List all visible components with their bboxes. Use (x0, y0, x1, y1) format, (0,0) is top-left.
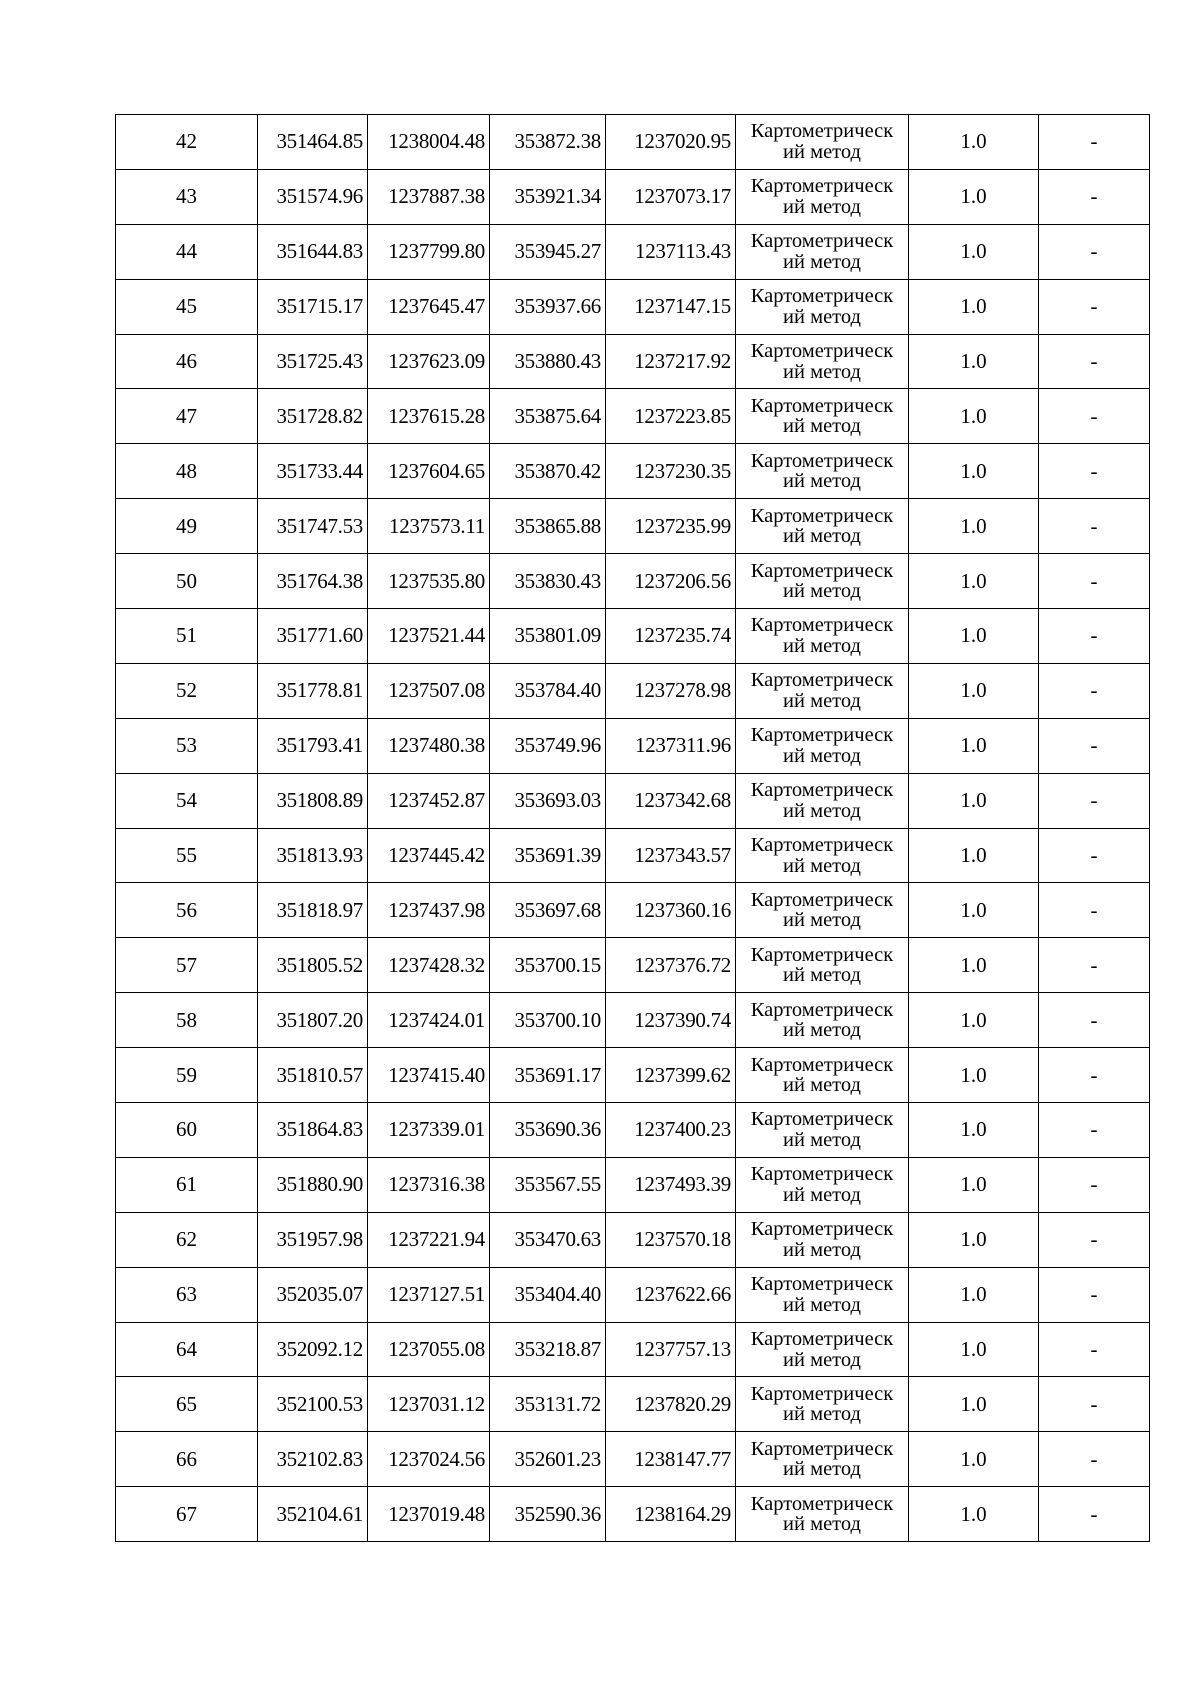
method-cell (736, 169, 909, 224)
method-cell (736, 718, 909, 773)
method-cell (736, 883, 909, 938)
point-number-cell: 56 (116, 883, 258, 938)
note-cell: - (1039, 334, 1150, 389)
x2-cell: 353937.66 (490, 279, 606, 334)
method-text-line: ий метод (783, 1019, 861, 1042)
table-row (116, 499, 1150, 554)
y1-cell: 1237428.32 (368, 938, 490, 993)
x1-cell: 351644.83 (258, 224, 368, 279)
y1-cell: 1237221.94 (368, 1212, 490, 1267)
accuracy-cell: 1.0 (909, 1103, 1039, 1158)
point-number-cell: 44 (116, 224, 258, 279)
y2-cell: 1237230.35 (606, 444, 736, 499)
method-cell (736, 389, 909, 444)
method-text-line: Картометрическ (750, 1437, 894, 1460)
accuracy-cell: 1.0 (909, 1212, 1039, 1267)
x1-cell: 351813.93 (258, 828, 368, 883)
y1-cell: 1237521.44 (368, 609, 490, 664)
method-text-line: ий метод (783, 580, 861, 603)
method-text-line: ий метод (783, 964, 861, 987)
method-cell (736, 334, 909, 389)
accuracy-cell: 1.0 (909, 1487, 1039, 1542)
y2-cell: 1237235.99 (606, 499, 736, 554)
point-number-cell: 66 (116, 1432, 258, 1487)
table-row (116, 993, 1150, 1048)
method-text-line: Картометрическ (750, 614, 894, 637)
method-text-line: Картометрическ (750, 888, 894, 911)
point-number-cell: 58 (116, 993, 258, 1048)
y1-cell: 1237480.38 (368, 718, 490, 773)
note-cell: - (1039, 389, 1150, 444)
accuracy-cell: 1.0 (909, 224, 1039, 279)
x2-cell: 353700.15 (490, 938, 606, 993)
y1-cell: 1237887.38 (368, 169, 490, 224)
point-number-cell: 60 (116, 1103, 258, 1158)
note-cell: - (1039, 279, 1150, 334)
method-text-line: Картометрическ (750, 669, 894, 692)
point-number-cell: 52 (116, 663, 258, 718)
table-row (116, 1212, 1150, 1267)
method-text-line: ий метод (783, 305, 861, 328)
x1-cell: 351957.98 (258, 1212, 368, 1267)
note-cell: - (1039, 1157, 1150, 1212)
y1-cell: 1237445.42 (368, 828, 490, 883)
point-number-cell: 61 (116, 1157, 258, 1212)
method-text-line: Картометрическ (750, 120, 894, 143)
note-cell: - (1039, 444, 1150, 499)
table-row (116, 663, 1150, 718)
method-cell (736, 773, 909, 828)
y2-cell: 1237073.17 (606, 169, 736, 224)
method-text-line: ий метод (783, 470, 861, 493)
table-row (116, 389, 1150, 444)
y2-cell: 1237020.95 (606, 115, 736, 170)
table-row (116, 609, 1150, 664)
point-number-cell: 42 (116, 115, 258, 170)
x1-cell: 351764.38 (258, 554, 368, 609)
table-row (116, 773, 1150, 828)
x2-cell: 353131.72 (490, 1377, 606, 1432)
table-row (116, 828, 1150, 883)
note-cell: - (1039, 773, 1150, 828)
point-number-cell: 49 (116, 499, 258, 554)
y1-cell: 1237031.12 (368, 1377, 490, 1432)
x1-cell: 351807.20 (258, 993, 368, 1048)
method-text-line: Картометрическ (750, 230, 894, 253)
method-cell (736, 499, 909, 554)
x1-cell: 351715.17 (258, 279, 368, 334)
accuracy-cell: 1.0 (909, 389, 1039, 444)
table-row (116, 1487, 1150, 1542)
method-text-line: Картометрическ (750, 285, 894, 308)
note-cell: - (1039, 1212, 1150, 1267)
method-text-line: ий метод (783, 689, 861, 712)
note-cell: - (1039, 1322, 1150, 1377)
y2-cell: 1237390.74 (606, 993, 736, 1048)
x2-cell: 353784.40 (490, 663, 606, 718)
point-number-cell: 62 (116, 1212, 258, 1267)
point-number-cell: 65 (116, 1377, 258, 1432)
method-cell (736, 1048, 909, 1103)
method-text-line: ий метод (783, 1238, 861, 1261)
y1-cell: 1237452.87 (368, 773, 490, 828)
note-cell: - (1039, 1267, 1150, 1322)
point-number-cell: 46 (116, 334, 258, 389)
method-cell (736, 609, 909, 664)
x2-cell: 353945.27 (490, 224, 606, 279)
method-text-line: ий метод (783, 1293, 861, 1316)
accuracy-cell: 1.0 (909, 1432, 1039, 1487)
method-text-line: Картометрическ (750, 1328, 894, 1351)
x2-cell: 353700.10 (490, 993, 606, 1048)
accuracy-cell: 1.0 (909, 718, 1039, 773)
method-text-line: ий метод (783, 360, 861, 383)
y2-cell: 1237757.13 (606, 1322, 736, 1377)
method-text-line: Картометрическ (750, 394, 894, 417)
method-cell (736, 1487, 909, 1542)
method-cell (736, 1267, 909, 1322)
note-cell: - (1039, 609, 1150, 664)
method-cell (736, 1322, 909, 1377)
coordinates-table (115, 114, 1150, 1542)
point-number-cell: 54 (116, 773, 258, 828)
x1-cell: 352104.61 (258, 1487, 368, 1542)
accuracy-cell: 1.0 (909, 663, 1039, 718)
note-cell: - (1039, 224, 1150, 279)
y2-cell: 1237217.92 (606, 334, 736, 389)
method-cell (736, 1157, 909, 1212)
method-cell (736, 828, 909, 883)
method-text-line: ий метод (783, 1513, 861, 1536)
accuracy-cell: 1.0 (909, 1157, 1039, 1212)
y2-cell: 1237376.72 (606, 938, 736, 993)
y1-cell: 1237339.01 (368, 1103, 490, 1158)
accuracy-cell: 1.0 (909, 334, 1039, 389)
point-number-cell: 50 (116, 554, 258, 609)
method-text-line: Картометрическ (750, 340, 894, 362)
y1-cell: 1237316.38 (368, 1157, 490, 1212)
method-text-line: Картометрическ (750, 724, 894, 747)
x2-cell: 353404.40 (490, 1267, 606, 1322)
x1-cell: 351793.41 (258, 718, 368, 773)
accuracy-cell: 1.0 (909, 169, 1039, 224)
table-row (116, 279, 1150, 334)
method-text-line: ий метод (783, 1128, 861, 1151)
y2-cell: 1237360.16 (606, 883, 736, 938)
x1-cell: 351778.81 (258, 663, 368, 718)
accuracy-cell: 1.0 (909, 828, 1039, 883)
x1-cell: 351733.44 (258, 444, 368, 499)
method-text-line: Картометрическ (750, 1163, 894, 1186)
note-cell: - (1039, 554, 1150, 609)
note-cell: - (1039, 663, 1150, 718)
accuracy-cell: 1.0 (909, 883, 1039, 938)
y2-cell: 1237311.96 (606, 718, 736, 773)
table-row (116, 938, 1150, 993)
method-text-line: ий метод (783, 634, 861, 657)
x2-cell: 353880.43 (490, 334, 606, 389)
method-text-line: ий метод (783, 799, 861, 822)
method-text-line: Картометрическ (750, 559, 894, 582)
note-cell: - (1039, 828, 1150, 883)
y1-cell: 1237437.98 (368, 883, 490, 938)
x1-cell: 351864.83 (258, 1103, 368, 1158)
x2-cell: 352601.23 (490, 1432, 606, 1487)
x1-cell: 351805.52 (258, 938, 368, 993)
accuracy-cell: 1.0 (909, 1048, 1039, 1103)
table-body (116, 115, 1150, 1542)
method-text-line: ий метод (783, 140, 861, 163)
y2-cell: 1237622.66 (606, 1267, 736, 1322)
method-text-line: ий метод (783, 250, 861, 273)
point-number-cell: 48 (116, 444, 258, 499)
note-cell: - (1039, 718, 1150, 773)
method-cell (736, 444, 909, 499)
method-text-line: Картометрическ (750, 1108, 894, 1131)
y1-cell: 1237415.40 (368, 1048, 490, 1103)
method-cell (736, 115, 909, 170)
method-text-line: Картометрическ (750, 943, 894, 966)
x2-cell: 353693.03 (490, 773, 606, 828)
y2-cell: 1237570.18 (606, 1212, 736, 1267)
x1-cell: 351728.82 (258, 389, 368, 444)
x1-cell: 352092.12 (258, 1322, 368, 1377)
table-row (116, 115, 1150, 170)
y2-cell: 1237820.29 (606, 1377, 736, 1432)
x2-cell: 353691.17 (490, 1048, 606, 1103)
method-text-line: Картометрическ (750, 1492, 894, 1515)
method-cell (736, 1212, 909, 1267)
y1-cell: 1237019.48 (368, 1487, 490, 1542)
point-number-cell: 55 (116, 828, 258, 883)
method-text-line: ий метод (783, 415, 861, 438)
y1-cell: 1237507.08 (368, 663, 490, 718)
point-number-cell: 47 (116, 389, 258, 444)
method-cell (736, 554, 909, 609)
note-cell: - (1039, 1432, 1150, 1487)
y1-cell: 1237645.47 (368, 279, 490, 334)
method-cell (736, 993, 909, 1048)
method-text-line: Картометрическ (750, 998, 894, 1021)
x2-cell: 353872.38 (490, 115, 606, 170)
method-cell (736, 1432, 909, 1487)
x2-cell: 353921.34 (490, 169, 606, 224)
y2-cell: 1237235.74 (606, 609, 736, 664)
y2-cell: 1238147.77 (606, 1432, 736, 1487)
accuracy-cell: 1.0 (909, 938, 1039, 993)
method-text-line: Картометрическ (750, 834, 894, 857)
note-cell: - (1039, 1103, 1150, 1158)
accuracy-cell: 1.0 (909, 1267, 1039, 1322)
y2-cell: 1237399.62 (606, 1048, 736, 1103)
point-number-cell: 51 (116, 609, 258, 664)
x2-cell: 352590.36 (490, 1487, 606, 1542)
note-cell: - (1039, 1487, 1150, 1542)
accuracy-cell: 1.0 (909, 444, 1039, 499)
y1-cell: 1237424.01 (368, 993, 490, 1048)
note-cell: - (1039, 169, 1150, 224)
method-text-line: Картометрическ (750, 449, 894, 472)
x2-cell: 353697.68 (490, 883, 606, 938)
accuracy-cell: 1.0 (909, 499, 1039, 554)
y2-cell: 1237113.43 (606, 224, 736, 279)
point-number-cell: 45 (116, 279, 258, 334)
method-text-line: ий метод (783, 854, 861, 877)
x1-cell: 352102.83 (258, 1432, 368, 1487)
table-row (116, 1103, 1150, 1158)
accuracy-cell: 1.0 (909, 773, 1039, 828)
table-row (116, 169, 1150, 224)
method-text-line: Картометрическ (750, 1273, 894, 1296)
y1-cell: 1237535.80 (368, 554, 490, 609)
x2-cell: 353218.87 (490, 1322, 606, 1377)
x1-cell: 351574.96 (258, 169, 368, 224)
point-number-cell: 59 (116, 1048, 258, 1103)
x1-cell: 351725.43 (258, 334, 368, 389)
x1-cell: 351771.60 (258, 609, 368, 664)
y2-cell: 1238164.29 (606, 1487, 736, 1542)
accuracy-cell: 1.0 (909, 1377, 1039, 1432)
note-cell: - (1039, 993, 1150, 1048)
table-row (116, 224, 1150, 279)
x2-cell: 353690.36 (490, 1103, 606, 1158)
method-cell (736, 1377, 909, 1432)
y2-cell: 1237493.39 (606, 1157, 736, 1212)
point-number-cell: 64 (116, 1322, 258, 1377)
x2-cell: 353749.96 (490, 718, 606, 773)
method-text-line: ий метод (783, 744, 861, 767)
table-row (116, 1322, 1150, 1377)
method-text-line: ий метод (783, 909, 861, 932)
method-text-line: Картометрическ (750, 1053, 894, 1076)
note-cell: - (1039, 883, 1150, 938)
point-number-cell: 53 (116, 718, 258, 773)
x2-cell: 353875.64 (490, 389, 606, 444)
y2-cell: 1237400.23 (606, 1103, 736, 1158)
table-row (116, 1048, 1150, 1103)
table-row (116, 883, 1150, 938)
method-cell (736, 663, 909, 718)
point-number-cell: 67 (116, 1487, 258, 1542)
y2-cell: 1237342.68 (606, 773, 736, 828)
y1-cell: 1238004.48 (368, 115, 490, 170)
point-number-cell: 57 (116, 938, 258, 993)
method-cell (736, 1103, 909, 1158)
y1-cell: 1237573.11 (368, 499, 490, 554)
x2-cell: 353567.55 (490, 1157, 606, 1212)
note-cell: - (1039, 499, 1150, 554)
x2-cell: 353870.42 (490, 444, 606, 499)
x2-cell: 353830.43 (490, 554, 606, 609)
x2-cell: 353691.39 (490, 828, 606, 883)
note-cell: - (1039, 1048, 1150, 1103)
note-cell: - (1039, 115, 1150, 170)
y1-cell: 1237055.08 (368, 1322, 490, 1377)
table-row (116, 554, 1150, 609)
method-text-line: Картометрическ (750, 175, 894, 198)
note-cell: - (1039, 1377, 1150, 1432)
y2-cell: 1237206.56 (606, 554, 736, 609)
y2-cell: 1237343.57 (606, 828, 736, 883)
method-cell (736, 938, 909, 993)
x1-cell: 352035.07 (258, 1267, 368, 1322)
y1-cell: 1237024.56 (368, 1432, 490, 1487)
method-text-line: ий метод (783, 525, 861, 548)
table-row (116, 1432, 1150, 1487)
method-text-line: ий метод (783, 1403, 861, 1426)
table-row (116, 334, 1150, 389)
y1-cell: 1237127.51 (368, 1267, 490, 1322)
method-text-line: Картометрическ (750, 1382, 894, 1405)
method-text-line: ий метод (783, 195, 861, 218)
accuracy-cell: 1.0 (909, 993, 1039, 1048)
method-text-line: Картометрическ (750, 1218, 894, 1241)
point-number-cell: 63 (116, 1267, 258, 1322)
x1-cell: 351818.97 (258, 883, 368, 938)
y1-cell: 1237615.28 (368, 389, 490, 444)
y2-cell: 1237147.15 (606, 279, 736, 334)
y1-cell: 1237623.09 (368, 334, 490, 389)
note-cell: - (1039, 938, 1150, 993)
x2-cell: 353865.88 (490, 499, 606, 554)
method-cell (736, 224, 909, 279)
x1-cell: 351464.85 (258, 115, 368, 170)
y2-cell: 1237278.98 (606, 663, 736, 718)
method-text-line: ий метод (783, 1074, 861, 1097)
table-row (116, 1157, 1150, 1212)
accuracy-cell: 1.0 (909, 115, 1039, 170)
accuracy-cell: 1.0 (909, 609, 1039, 664)
y1-cell: 1237604.65 (368, 444, 490, 499)
method-cell (736, 279, 909, 334)
x1-cell: 352100.53 (258, 1377, 368, 1432)
x1-cell: 351808.89 (258, 773, 368, 828)
x1-cell: 351810.57 (258, 1048, 368, 1103)
x2-cell: 353801.09 (490, 609, 606, 664)
x1-cell: 351880.90 (258, 1157, 368, 1212)
x1-cell: 351747.53 (258, 499, 368, 554)
table-row (116, 718, 1150, 773)
table-row (116, 444, 1150, 499)
table-row (116, 1377, 1150, 1432)
method-text-line: ий метод (783, 1348, 861, 1371)
x2-cell: 353470.63 (490, 1212, 606, 1267)
y1-cell: 1237799.80 (368, 224, 490, 279)
method-text-line: ий метод (783, 1458, 861, 1481)
method-text-line: Картометрическ (750, 779, 894, 802)
table-row (116, 1267, 1150, 1322)
method-text-line: ий метод (783, 1183, 861, 1206)
accuracy-cell: 1.0 (909, 1322, 1039, 1377)
accuracy-cell: 1.0 (909, 554, 1039, 609)
y2-cell: 1237223.85 (606, 389, 736, 444)
accuracy-cell: 1.0 (909, 279, 1039, 334)
method-text-line: Картометрическ (750, 504, 894, 527)
point-number-cell: 43 (116, 169, 258, 224)
